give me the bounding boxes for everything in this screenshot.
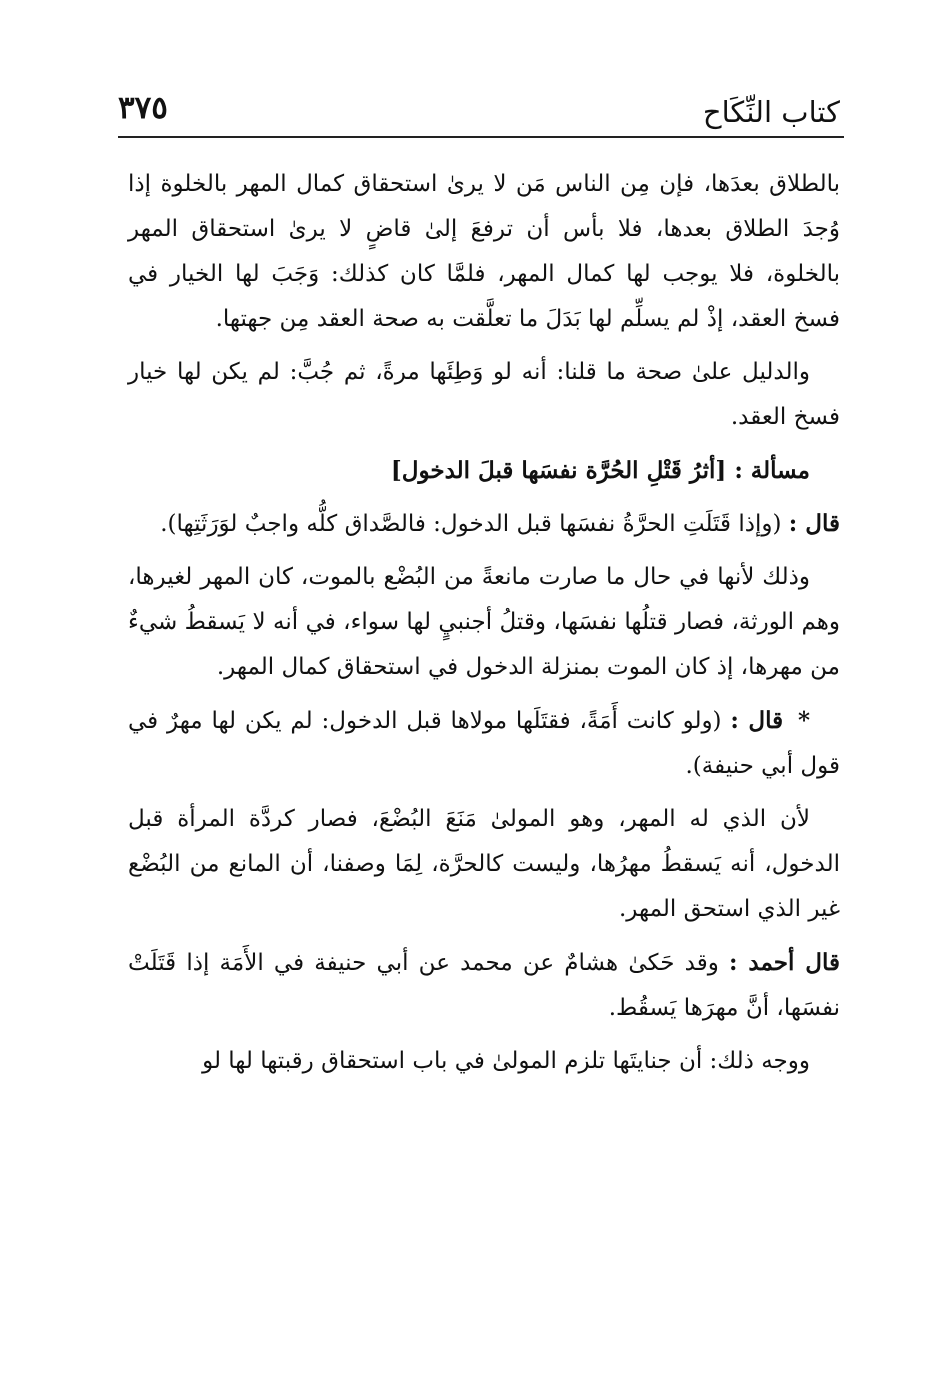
page-body (128, 162, 840, 1084)
paragraph-text: والدليل علىٰ صحة ما قلنا: أنه لو وَطِئَها مرةً، ثم جُبَّ: لم يكن لها خيار فسخ العقد. (128, 359, 840, 430)
paragraph-continuation (128, 162, 840, 342)
paragraph-qala-ahmad (128, 940, 840, 1031)
page-number: ٣٧٥ (118, 90, 168, 126)
issue-heading (128, 448, 840, 493)
paragraph-text: (ولو كانت أَمَةً، فقتَلَها مولاها قبل الدخول: لم يكن لها مهرٌ في قول أبي حنيفة). (128, 708, 840, 779)
qala-label: قال : (788, 510, 840, 537)
paragraph-text: وذلك لأنها في حال ما صارت مانعةً من البُضْع بالموت، كان المهر لغيرها، وهم الورثة، فصار قتلُها نفسَها، وقتلُ أجنبيٍ لها سواء، في أنه لا يَسقطُ شيءٌ من مهرها، إذ كان الموت بمنزلة الدخول في استحقاق كمال المهر. (128, 564, 840, 680)
paragraph-reason (128, 797, 840, 932)
paragraph-reasoning (128, 1039, 840, 1084)
qala-label: قال : (730, 707, 784, 734)
page-header (118, 86, 844, 138)
paragraph-qala (128, 501, 840, 547)
qala-ahmad-label: قال أحمد : (729, 949, 840, 976)
issue-title: [أثرُ قَتْلِ الحُرَّة نفسَها قبلَ الدخول] (390, 457, 727, 484)
paragraph-explanation (128, 555, 840, 690)
paragraph-qala-starred (128, 698, 840, 789)
running-title: كتاب النِّكَاح (702, 95, 840, 129)
paragraph-text: وقد حَكىٰ هشامٌ عن محمد عن أبي حنيفة في الأَمَة إذا قَتَلَتْ نفسَها، أنَّ مهرَها يَسقُط. (128, 950, 840, 1021)
paragraph-text: لأن الذي له المهر، وهو المولىٰ مَنَعَ البُضْعَ، فصار كردَّة المرأة قبل الدخول، أنه يَسقطُ مهرُها، وليست كالحرَّة، لِمَا وصفنا، أن المانع من البُضْع غير الذي استحق المهر. (128, 806, 841, 922)
star-marker: * (797, 707, 811, 734)
issue-label: مسألة : (734, 457, 810, 484)
paragraph-text: (وإذا قَتَلَتِ الحرَّةُ نفسَها قبل الدخول: فالصَّداق كلُّه واجبٌ لوَرَثَتِها). (160, 511, 782, 537)
paragraph-text: بالطلاق بعدَها، فإن مِن الناس مَن لا يرىٰ استحقاق كمال المهر بالخلوة إذا وُجدَ الطلاق بعدها، فلا بأس أن ترفعَ إلىٰ قاضٍ لا يرىٰ استحقاق المهر بالخلوة، فلا يوجب لها كمال المهر، فلمَّا كان كذلك: وَجَبَ لها الخيار في فسخ العقد، إذْ لم يسلِّم لها بَدَلَ ما تعلَّقت به صحة العقد مِن جهتها. (128, 171, 840, 332)
paragraph-evidence (128, 350, 840, 440)
paragraph-text: ووجه ذلك: أن جنايتَها تلزم المولىٰ في باب استحقاق رقبتها لها لو (202, 1048, 810, 1074)
